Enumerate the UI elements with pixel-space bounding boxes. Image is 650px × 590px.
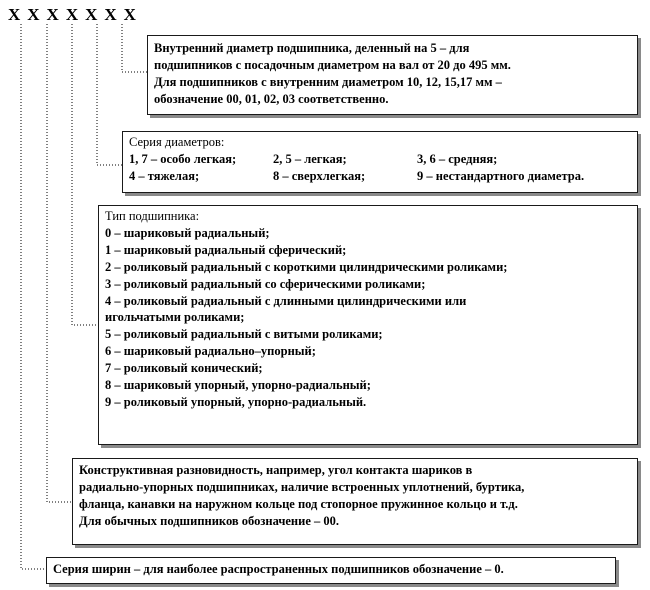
diameter-series-item: 8 – сверхлегкая;: [273, 169, 366, 183]
design-variant-line-2: радиально-упорных подшипниках, наличие встроенных уплотнений, буртика,: [79, 480, 525, 494]
inner-diameter-line-2: подшипников с посадочным диаметром на вал от 20 до 495 мм.: [154, 58, 511, 72]
bearing-type-item: 1 – шариковый радиальный сферический;: [105, 242, 347, 257]
diameter-series-title: Серия диаметров:: [129, 135, 225, 149]
diameter-series-item: 2, 5 – легкая;: [273, 152, 347, 166]
diameter-series-item: 1, 7 – особо легкая;: [129, 152, 237, 166]
inner-diameter-box: [147, 35, 638, 115]
bearing-type-item: 4 – роликовый радиальный с длинными цилиндрическими или: [105, 293, 467, 308]
inner-diameter-line-4: обозначение 00, 01, 02, 03 соответственно.: [154, 92, 389, 106]
bearing-type-item: 9 – роликовый упорный, упорно-радиальный.: [105, 394, 367, 409]
diameter-series-box: [122, 131, 638, 193]
designation-code: XXXXXXX: [8, 5, 143, 24]
bearing-type-item: 3 – роликовый радиальный со сферическими роликами;: [105, 276, 426, 291]
design-variant-box: [72, 458, 638, 545]
bearing-type-box: [98, 205, 638, 445]
design-variant-line-4: Для обычных подшипников обозначение – 00.: [79, 514, 340, 528]
bearing-type-title: Тип подшипника:: [105, 209, 200, 223]
width-series-text: Серия ширин – для наиболее распространенных подшипников обозначение – 0.: [53, 562, 504, 576]
inner-diameter-line-3: Для подшипников с внутренним диаметром 10, 12, 15,17 мм –: [154, 75, 502, 89]
bearing-type-item: игольчатыми роликами;: [105, 310, 245, 325]
inner-diameter-line-1: Внутренний диаметр подшипника, деленный на 5 – для: [154, 41, 470, 55]
diameter-series-item: 9 – нестандартного диаметра.: [417, 169, 585, 183]
diameter-series-item: 3, 6 – средняя;: [417, 152, 498, 166]
design-variant-line-3: фланца, канавки на наружном кольце под стопорное пружинное кольцо и т.д.: [79, 497, 518, 511]
bearing-type-item: 0 – шариковый радиальный;: [105, 225, 270, 240]
bearing-type-item: 5 – роликовый радиальный с витыми роликами;: [105, 327, 383, 342]
connector-diameter-series: [97, 24, 122, 165]
bearing-type-item: 6 – шариковый радиально–упорный;: [105, 344, 316, 359]
bearing-type-item: 8 – шариковый упорный, упорно-радиальный;: [105, 378, 371, 393]
bearing-type-item: 7 – роликовый конический;: [105, 361, 263, 376]
connector-width-series: [21, 24, 46, 569]
width-series-box: [46, 557, 616, 584]
connector-design-variant: [47, 24, 72, 502]
bearing-type-item: 2 – роликовый радиальный с короткими цилиндрическими роликами;: [105, 259, 508, 274]
connector-inner-diameter: [122, 24, 147, 72]
diameter-series-item: 4 – тяжелая;: [129, 169, 200, 183]
diameter-series-grid: [129, 151, 631, 185]
design-variant-line-1: Конструктивная разновидность, например, угол контакта шариков в: [79, 463, 473, 477]
connector-bearing-type: [72, 24, 98, 325]
